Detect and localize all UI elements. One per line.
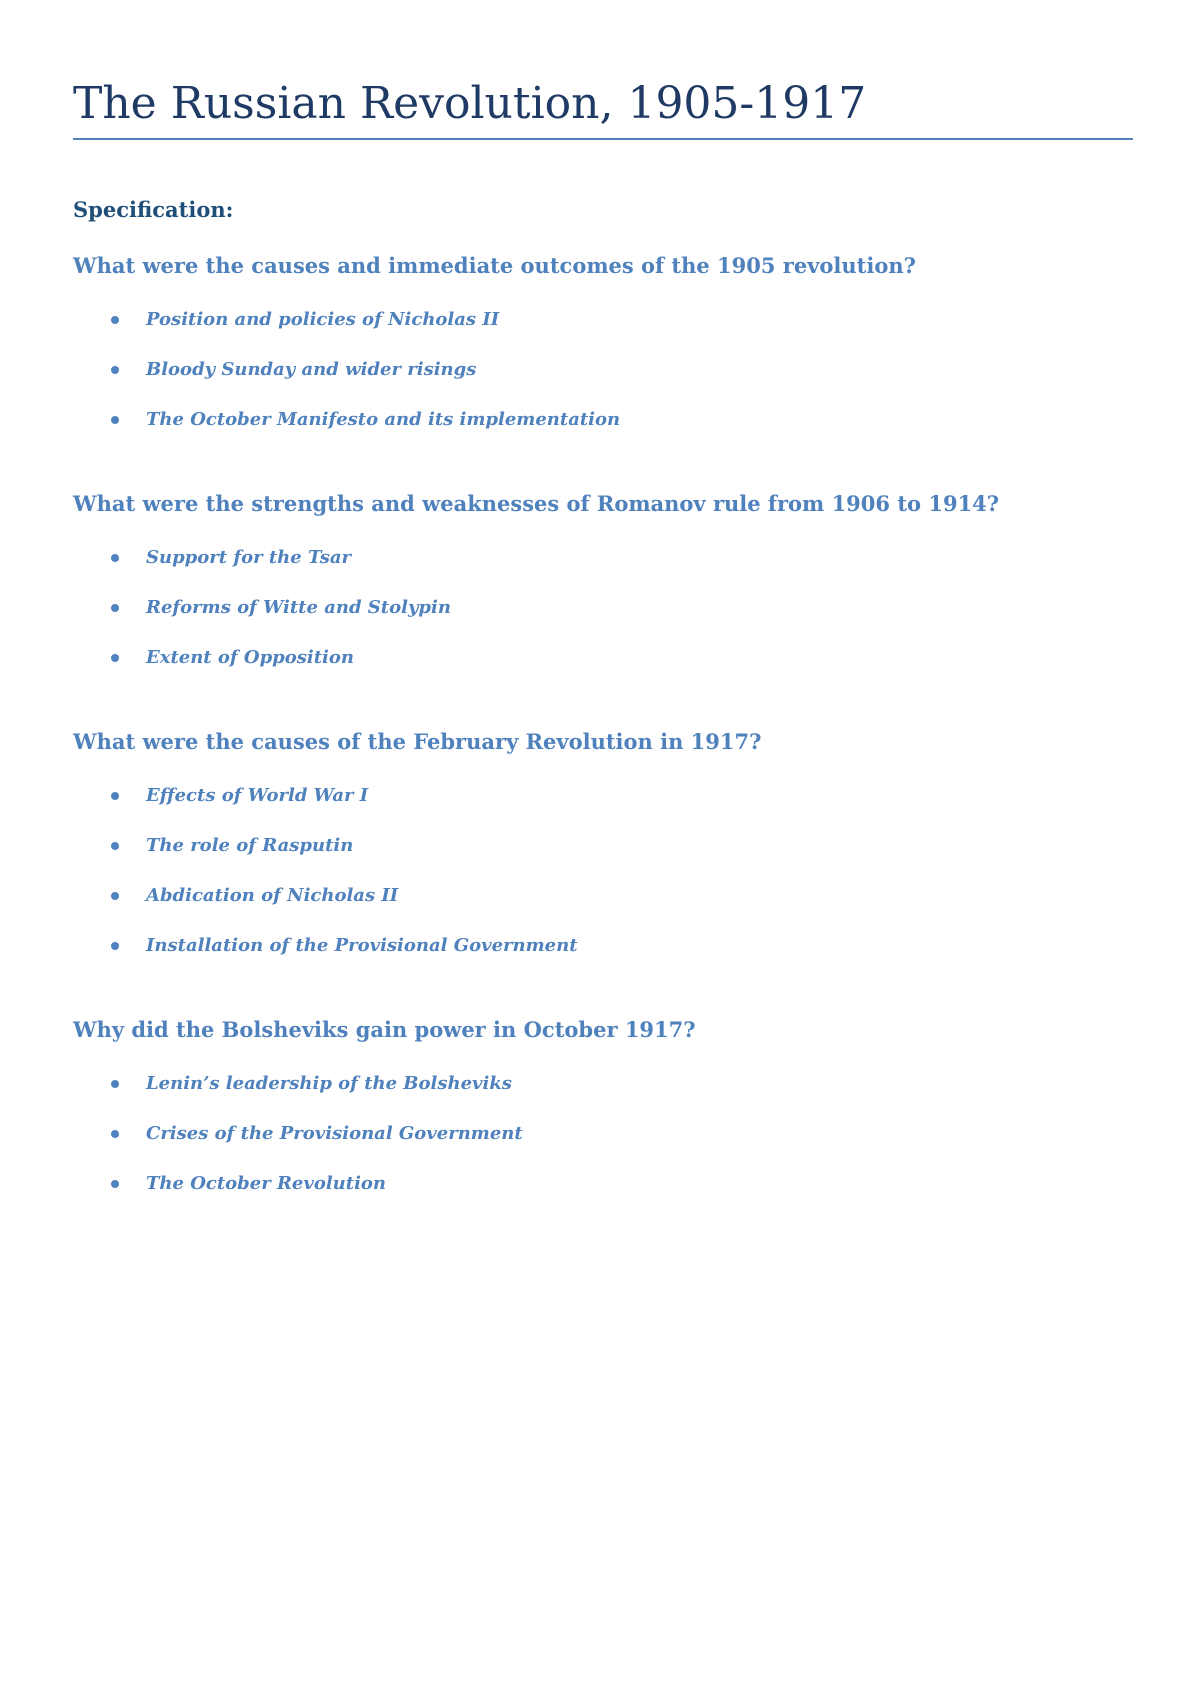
list-item-text: The October Manifesto and its implementation (146, 409, 621, 430)
section-heading-1905-revolution: What were the causes and immediate outcomes of the 1905 revolution? (73, 253, 916, 278)
document-title: The Russian Revolution, 1905-1917 (73, 78, 867, 129)
section-heading-bolsheviks-power: Why did the Bolsheviks gain power in October 1917? (73, 1017, 696, 1042)
list-item-text: Effects of World War I (146, 785, 369, 806)
bullet-dot-icon (111, 604, 119, 612)
list-item-text: The October Revolution (146, 1173, 386, 1194)
bullet-dot-icon (111, 842, 119, 850)
list-item-text: Extent of Opposition (146, 647, 354, 668)
bullet-dot-icon (111, 366, 119, 374)
bullet-dot-icon (111, 316, 119, 324)
list-item-text: The role of Rasputin (146, 835, 354, 856)
bullet-dot-icon (111, 1080, 119, 1088)
bullet-dot-icon (111, 1130, 119, 1138)
bullet-dot-icon (111, 792, 119, 800)
bullet-dot-icon (111, 942, 119, 950)
list-item-text: Reforms of Witte and Stolypin (146, 597, 451, 618)
list-item-text: Support for the Tsar (146, 547, 351, 568)
list-item-text: Abdication of Nicholas II (146, 885, 399, 906)
bullet-dot-icon (111, 416, 119, 424)
bullet-dot-icon (111, 654, 119, 662)
list-item-text: Installation of the Provisional Government (146, 935, 578, 956)
list-item-text: Crises of the Provisional Government (146, 1123, 523, 1144)
bullet-dot-icon (111, 554, 119, 562)
list-item-text: Lenin’s leadership of the Bolsheviks (146, 1073, 512, 1094)
bullet-dot-icon (111, 1180, 119, 1188)
specification-label: Specification: (73, 197, 234, 222)
list-item-text: Bloody Sunday and wider risings (146, 359, 477, 380)
list-item-text: Position and policies of Nicholas II (146, 309, 500, 330)
section-heading-romanov-rule: What were the strengths and weaknesses of Romanov rule from 1906 to 1914? (73, 491, 1000, 516)
section-heading-february-revolution: What were the causes of the February Revolution in 1917? (73, 729, 762, 754)
bullet-dot-icon (111, 892, 119, 900)
title-underline (73, 138, 1133, 140)
